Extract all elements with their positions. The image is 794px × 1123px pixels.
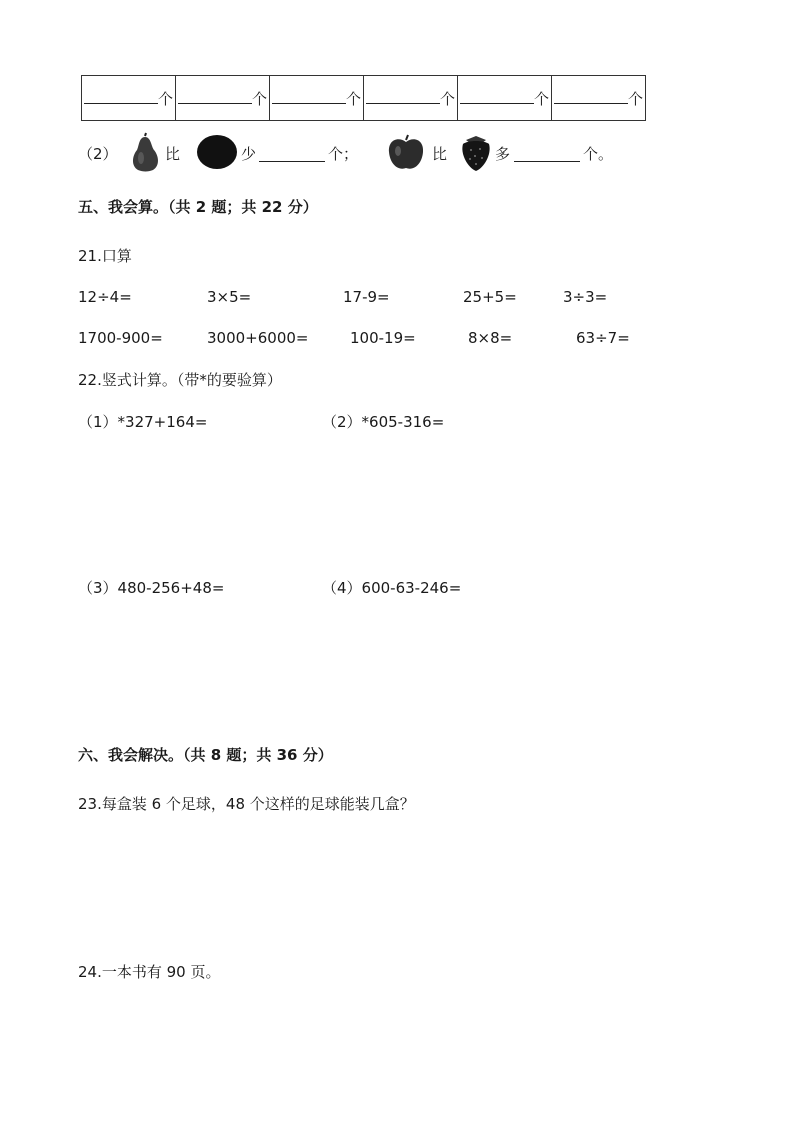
vertical-calc-item: （3）480-256+48=: [78, 579, 225, 597]
answer-blank[interactable]: [514, 148, 580, 162]
table-cell: [458, 76, 552, 121]
answer-blank[interactable]: [272, 90, 346, 104]
vertical-calc-item: （1）*327+164=: [78, 413, 208, 431]
oral-calc-item: 25+5=: [463, 288, 517, 306]
answer-blank[interactable]: [84, 90, 158, 104]
cell-unit: 个: [345, 89, 361, 108]
cell-unit: 个: [439, 89, 455, 108]
strawberry-icon: [460, 134, 492, 172]
oral-calc-item: 100-19=: [350, 329, 416, 347]
oral-calc-item: 3×5=: [207, 288, 252, 306]
oral-calc-item: 12÷4=: [78, 288, 132, 306]
cell-unit: 个: [251, 89, 267, 108]
section6-heading: 六、我会解决。（共 8 题；共 36 分）: [78, 746, 333, 764]
compare-duo: 多: [495, 145, 511, 163]
compare-bi-1: 比: [165, 145, 181, 163]
oral-calc-item: 63÷7=: [576, 329, 630, 347]
answer-blank[interactable]: [259, 148, 325, 162]
compare-ge-1: 个；: [328, 145, 359, 163]
compare-shao: 少: [241, 145, 257, 163]
apple-icon: [386, 134, 426, 172]
table-cell: [364, 76, 458, 121]
table-row: [82, 76, 646, 121]
answer-blank[interactable]: [460, 90, 534, 104]
section5-heading: 五、我会算。（共 2 题；共 22 分）: [78, 198, 318, 216]
compare-ge-2: 个。: [583, 145, 614, 163]
oral-calc-item: 8×8=: [468, 329, 513, 347]
q21-title: 21.口算: [78, 247, 132, 265]
compare-bi-2: 比: [432, 145, 448, 163]
vertical-calc-item: （2）*605-316=: [322, 413, 445, 431]
oral-calc-item: 1700-900=: [78, 329, 163, 347]
q23-text: 23.每盒装 6 个足球，48 个这样的足球能装几盒？: [78, 795, 415, 813]
oral-calc-item: 17-9=: [343, 288, 390, 306]
answer-table: [81, 75, 646, 121]
cell-unit: 个: [627, 89, 643, 108]
plum-icon: [196, 134, 238, 170]
q22-title: 22.竖式计算。（带*的要验算）: [78, 371, 282, 389]
cell-unit: 个: [533, 89, 549, 108]
table-cell: [176, 76, 270, 121]
vertical-calc-item: （4）600-63-246=: [322, 579, 462, 597]
table-cell: [82, 76, 176, 121]
answer-blank[interactable]: [366, 90, 440, 104]
q24-text: 24.一本书有 90 页。: [78, 963, 221, 981]
oral-calc-item: 3÷3=: [563, 288, 608, 306]
oral-calc-item: 3000+6000=: [207, 329, 309, 347]
table-cell: [270, 76, 364, 121]
pear-icon: [128, 132, 162, 172]
answer-blank[interactable]: [554, 90, 628, 104]
cell-unit: 个: [157, 89, 173, 108]
compare-number: （2）: [78, 145, 118, 163]
answer-blank[interactable]: [178, 90, 252, 104]
table-cell: [552, 76, 646, 121]
